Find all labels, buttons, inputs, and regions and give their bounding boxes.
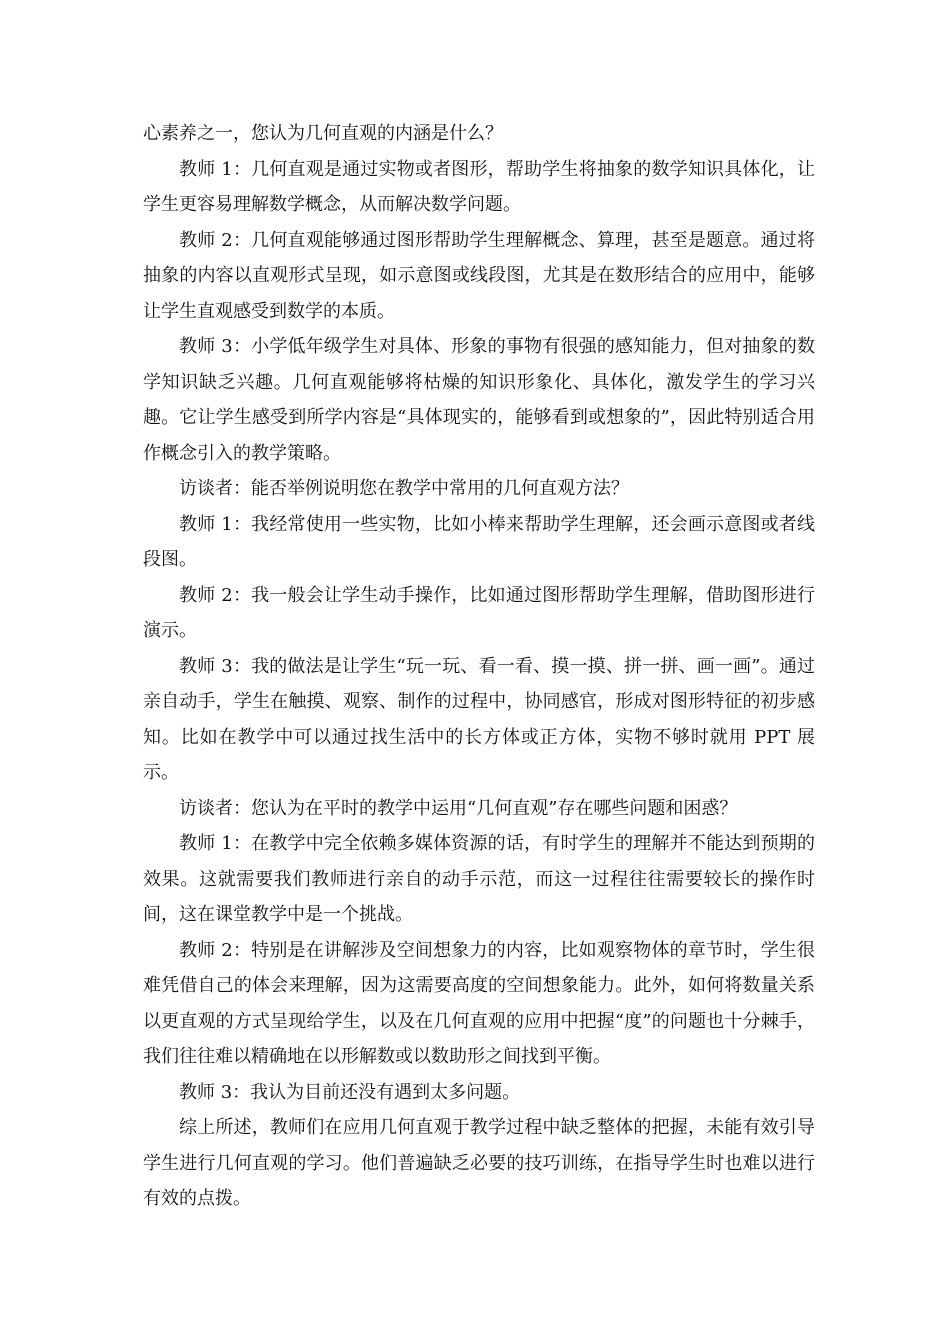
paragraph-teacher2-answer-meaning: 教师 2：几何直观能够通过图形帮助学生理解概念、算理，甚至是题意。通过将抽象的内容以直观形式呈现，如示意图或线段图，尤其是在数形结合的应用中，能够让学生直观感受到数学的本质。 xyxy=(143,229,815,322)
paragraph-teacher2-answer-methods: 教师 2：我一般会让学生动手操作，比如通过图形帮助学生理解，借助图形进行演示。 xyxy=(143,584,815,641)
paragraph-summary: 综上所述，教师们在应用几何直观于教学过程中缺乏整体的把握，未能有效引导学生进行几何直观的学习。他们普遍缺乏必要的技巧训练，在指导学生时也难以进行有效的点拨。 xyxy=(143,1117,815,1209)
document-body xyxy=(143,116,815,1217)
paragraph-teacher3-answer-methods: 教师 3：我的做法是让学生“玩一玩、看一看、摸一摸、拼一拼、画一画”。通过亲自动手，学生在触摸、观察、制作的过程中，协同感官，形成对图形特征的初步感知。比如在教学中可以通过找生活中的长方体或正方体，实物不够时就用 PPT 展示。 xyxy=(143,655,815,783)
paragraph-interviewer-question-methods: 访谈者：能否举例说明您在教学中常用的几何直观方法？ xyxy=(179,478,629,499)
paragraph-teacher3-answer-meaning: 教师 3：小学低年级学生对具体、形象的事物有很强的感知能力，但对抽象的数学知识缺乏兴趣。几何直观能够将枯燥的知识形象化、具体化，激发学生的学习兴趣。它让学生感受到所学内容是“具体现实的，能够看到或想象的”，因此特别适合用作概念引入的教学策略。 xyxy=(143,336,815,464)
paragraph-teacher3-answer-problems: 教师 3：我认为目前还没有遇到太多问题。 xyxy=(179,1081,521,1103)
paragraph-teacher1-answer-methods: 教师 1：我经常使用一些实物，比如小棒来帮助学生理解，还会画示意图或者线段图。 xyxy=(143,513,815,570)
paragraph-interviewer-question-problems: 访谈者：您认为在平时的教学中运用“几何直观”存在哪些问题和困惑？ xyxy=(179,797,738,819)
paragraph-teacher2-answer-problems: 教师 2：特别是在讲解涉及空间想象力的内容，比如观察物体的章节时，学生很难凭借自己的体会来理解，因为这需要高度的空间想象能力。此外，如何将数量关系以更直观的方式呈现给学生，以及在几何直观的应用中把握“度”的问题也十分棘手，我们往往难以精确地在以形解数或以数助形之间找到平衡。 xyxy=(143,939,815,1067)
paragraph-continuation: 心素养之一，您认为几何直观的内涵是什么？ xyxy=(143,123,503,144)
paragraph-teacher1-answer-problems: 教师 1：在教学中完全依赖多媒体资源的话，有时学生的理解并不能达到预期的效果。这就需要我们教师进行亲自的动手示范，而这一过程往往需要较长的操作时间，这在课堂教学中是一个挑战。 xyxy=(143,833,815,925)
paragraph-teacher1-answer-meaning: 教师 1：几何直观是通过实物或者图形，帮助学生将抽象的数学知识具体化，让学生更容易理解数学概念，从而解决数学问题。 xyxy=(143,158,815,215)
